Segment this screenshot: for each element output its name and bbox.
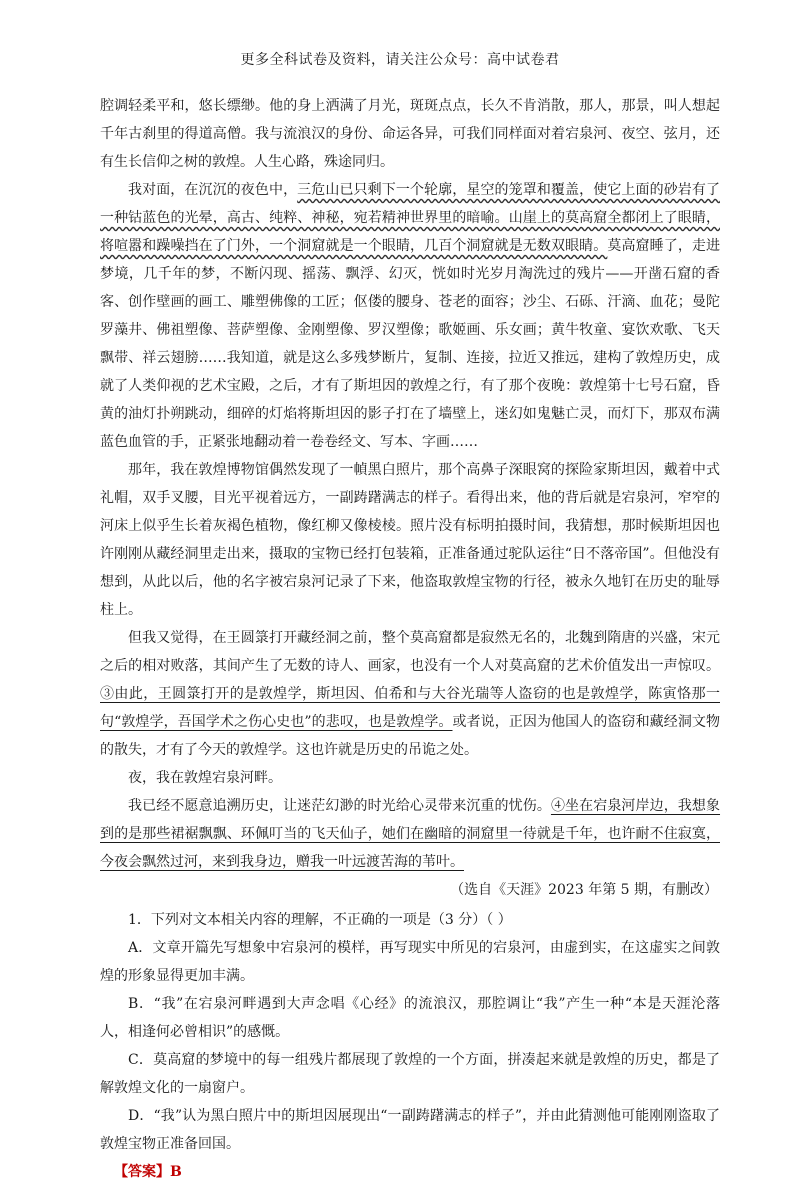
paragraph-4-end: 或者说，正因为他国人的盗窃和藏经洞文物的散失，才有了今天的敦煌学。这也许就是历史的吊诡之处。 [100, 714, 720, 758]
document-body [100, 92, 720, 1186]
option-a: A．文章开篇先写想象中宕泉河的模样，再写现实中所见的宕泉河，由虚到实，在这虚实之间敦煌的形象显得更加丰满。 [100, 940, 720, 984]
underlined-sentence-3: ③由此，王圆箓打开的是敦煌学，斯坦因、伯希和与大谷光瑞等人盗窃的也是敦煌学，陈寅恪那一句“敦煌学，吾国学术之伤心史也”的悲叹，也是敦煌学。 [100, 686, 720, 730]
paragraph-3: 那年，我在敦煌博物馆偶然发现了一幀黑白照片，那个高鼻子深眼窝的探险家斯坦因，戴着中式礼帽，双手叉腰，目光平视着远方，一副踌躇满志的样子。看得出来，他的背后就是宕泉河，窄窄的河床上似乎生长着灰褐色植物，像红柳又像棱棱。照片没有标明拍摄时间，我猜想，那时候斯坦因也许刚刚从藏经洞里走出来，摄取的宝物已经打包装箱，正准备通过驼队运往“日不落帝国”。但他没有想到，从此以后，他的名字被宕泉河记录了下来，他盗取敦煌宝物的行径，被永久地钉在历史的耻辱柱上。 [100, 462, 720, 618]
answer-label: 【答案】B [114, 1164, 182, 1180]
paragraph-6-intro: 我已经不愿意追溯历史，让迷茫幻渺的时光给心灵带来沉重的忧伤。 [128, 798, 551, 814]
page-header: 更多全科试卷及资料，请关注公众号：高中试卷君 [240, 52, 560, 68]
paragraph-6 [100, 792, 720, 876]
paragraph-2 [100, 176, 720, 456]
paragraph-4 [100, 624, 720, 764]
underlined-sentence-4: ④坐在宕泉河岸边，我想象到的是那些裙裾飘飘、环佩叮当的飞天仙子，她们在幽暗的洞窟里一待就是千年，也许耐不住寂寞，今夜会飘然过河，来到我身边，赠我一叶远渡苦海的苇叶。 [100, 798, 721, 870]
option-b: B．“我”在宕泉河畔遇到大声念唱《心经》的流浪汉，那腔调让“我”产生一种“本是天涯沦落人，相逢何必曾相识”的感慨。 [100, 996, 720, 1040]
question-stem: 1．下列对文本相关内容的理解，不正确的一项是（3 分）（ ） [128, 912, 512, 928]
paragraph-1: 腔调轻柔平和，悠长缥缈。他的身上洒满了月光，斑斑点点，长久不肯消散，那人，那景，叫人想起千年古刹里的得道高僧。我与流浪汉的身份、命运各异，可我们同样面对着宕泉河、夜空、弦月，还有生长信仰之树的敦煌。人生心路，殊途同归。 [100, 98, 720, 170]
paragraph-4-intro: 但我又觉得，在王圆箓打开藏经洞之前，整个莫高窟都是寂然无名的，北魏到隋唐的兴盛，宋元之后的相对败落，其间产生了无数的诗人、画家，也没有一个人对莫高窟的艺术价值发出一声惊叹。 [100, 630, 720, 674]
source-citation: （选自《天涯》2023 年第 5 期，有删改） [450, 882, 718, 898]
paragraph-5: 夜，我在敦煌宕泉河畔。 [128, 770, 282, 786]
paragraph-2-body: 莫高窟睡了，走进梦境，几千年的梦，不断闪现、摇荡、飘浮、幻灭，恍如时光岁月淘洗过的残片——开凿石窟的香客、创作壁画的画工、雕塑佛像的工匠；伛偻的腰身、苍老的面容；沙尘、石砾、汗滴、血花；曼陀罗藻井、佛祖塑像、菩萨塑像、金刚塑像、罗汉塑像；歌姬画、乐女画；黄牛牧童、宴饮欢歌、飞天飘带、祥云翅膀……我知道，就是这么多残梦断片，复制、连接，拉近又推远，建构了敦煌历史，成就了人类仰视的艺术宝殿，之后，才有了斯坦因的敦煌之行，有了那个夜晚：敦煌第十七号石窟，昏黄的油灯扑朔跳动，细碎的灯焰将斯坦因的影子打在了墙壁上，迷幻如鬼魅亡灵，而灯下，那双布满蓝色血管的手，正紧张地翻动着一卷卷经文、写本、字画…… [100, 238, 721, 450]
paragraph-2-intro: 我对面，在沉沉的夜色中， [128, 182, 298, 198]
wavy-underlined-passage: 三危山已只剩下一个轮廓，星空的笼罩和覆盖，使它上面的砂岩有了一种钴蓝色的光晕，高古、纯粹、神秘，宛若精神世界里的暗喻。山崖上的莫高窟全都闭上了眼睛，将喧嚣和躁噪挡在了门外，一个洞窟就是一个眼睛，几百个洞窟就是无数双眼睛。 [100, 182, 720, 254]
option-d: D．“我”认为黑白照片中的斯坦因展现出“一副踌躇满志的样子”，并由此猜测他可能刚刚盗取了敦煌宝物正准备回国。 [100, 1108, 720, 1152]
option-c: C．莫高窟的梦境中的每一组残片都展现了敦煌的一个方面，拼凑起来就是敦煌的历史，都是了解敦煌文化的一扇窗户。 [100, 1052, 720, 1096]
